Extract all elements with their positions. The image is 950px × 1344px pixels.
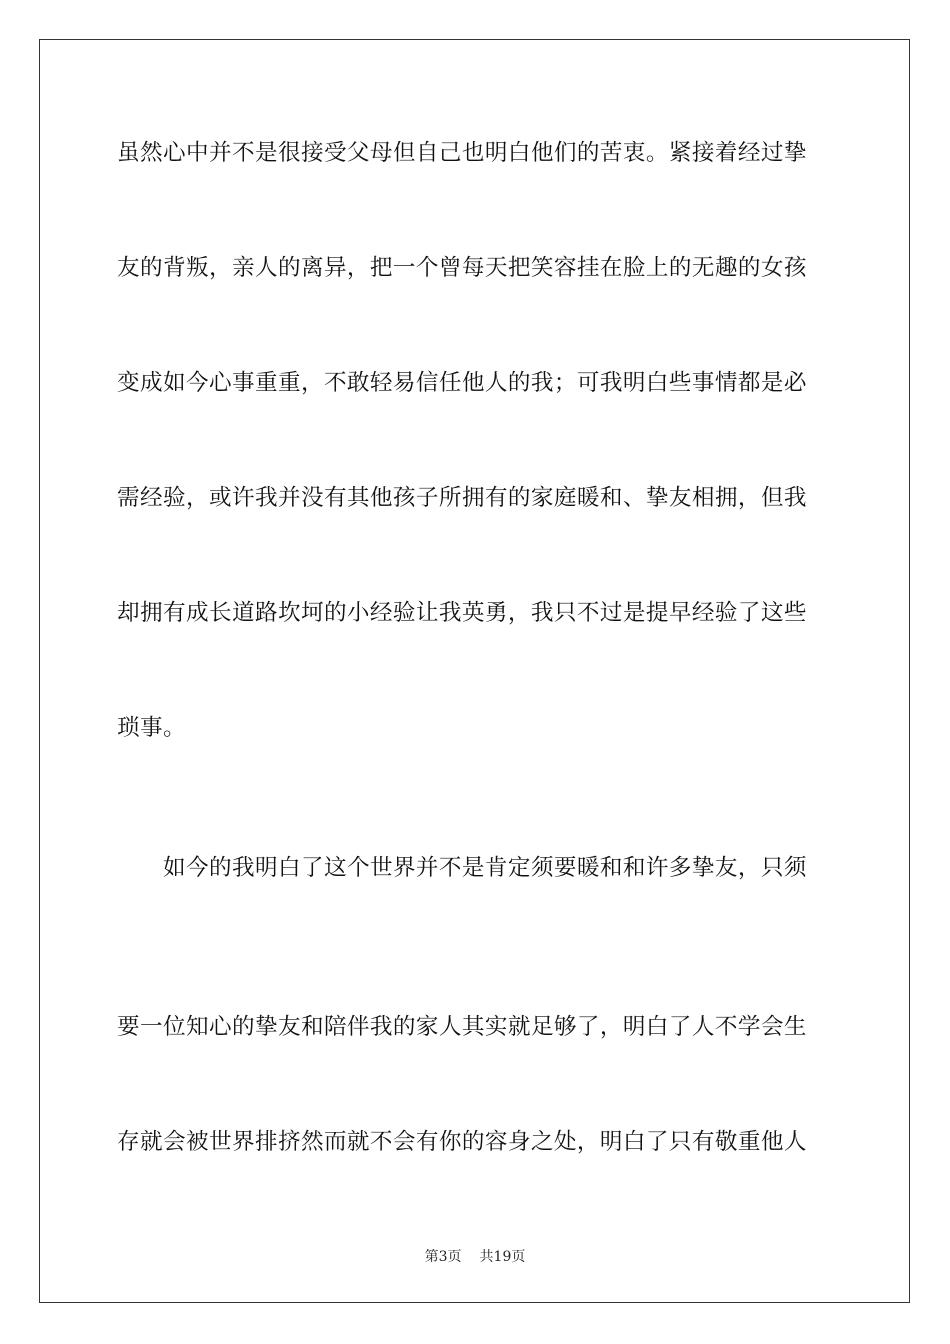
page-footer (0, 1248, 950, 1266)
total-pages: 共19页 (479, 1249, 526, 1265)
text-line-2: 友的背叛，亲人的离异，把一个曾每天把笑容挂在脸上的无趣的女孩 (117, 255, 807, 281)
text-line-9: 存就会被世界排挤然而就不会有你的容身之处，明白了只有敬重他人 (117, 1129, 807, 1155)
text-line-8: 要一位知心的挚友和陪伴我的家人其实就足够了，明白了人不学会生 (117, 1014, 807, 1040)
text-line-6: 琐事。 (117, 715, 186, 741)
text-line-7: 如今的我明白了这个世界并不是肯定须要暖和和许多挚友，只须 (163, 855, 807, 881)
page-border (39, 39, 910, 1303)
text-line-3: 变成如今心事重重，不敢轻易信任他人的我；可我明白些事情都是必 (117, 370, 807, 396)
page-number: 第3页 (424, 1249, 462, 1265)
text-line-4: 需经验，或许我并没有其他孩子所拥有的家庭暖和、挚友相拥，但我 (117, 485, 807, 511)
text-line-1: 虽然心中并不是很接受父母但自己也明白他们的苦衷。紧接着经过挚 (117, 140, 807, 166)
text-line-5: 却拥有成长道路坎坷的小经验让我英勇，我只不过是提早经验了这些 (117, 600, 807, 626)
